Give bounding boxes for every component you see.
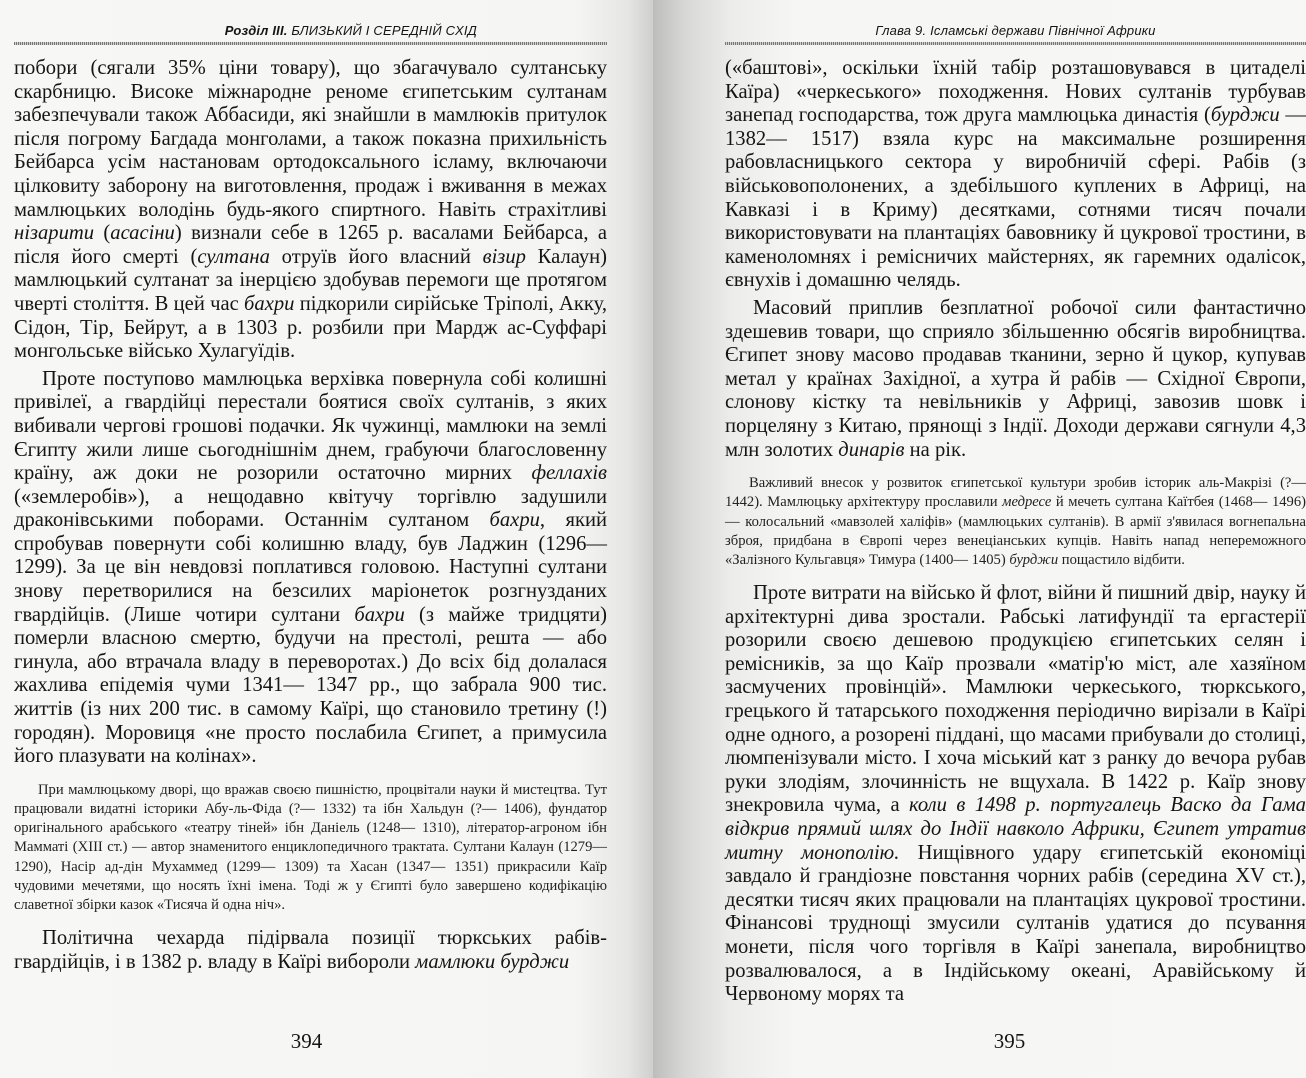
header-rule: [14, 42, 607, 45]
text-run: побори (сягали 35% ціни товару), що збагачувало султанську скарбницю. Високе міжнародне реноме єгипетським султанам забезпечували також Аббасиди, які знайшли в мамлюків притулок після погрому Багдада монголами, а також показна прихильність Бейбарса усім настановам ортодоксального ісламу, включаючи цілковиту заборону на виготовлення, продаж і вживання в межах мамлюцьких володінь будь-якого спиртного. Навіть страхітливі: [14, 57, 607, 221]
left-body-text: [14, 57, 607, 769]
text-run: Масовий приплив безплатної робочої сили фантастично здешевив товари, що сприяло збільшенню обсягів виробництва. Єгипет знову масово продавав тканини, зерно й цукор, купував метал у країнах Західної, а хутра й рабів — Східної Європи, слонову кістку та невільників у Африці, завозив шовк і порцеляну з Китаю, прянощі з Індії. Доходи держави сягнули 4,3 млн золотих: [725, 296, 1306, 461]
italic-term: бурджи: [1009, 551, 1059, 568]
italic-term: мамлюки бурджи: [415, 950, 570, 973]
text-run: («баштові», оскільки їхній табір розташовувався в цитаделі Каїра) «черкеського» походження. Нових султанів турбував занепад господарства, тож друга мамлюцька династія (: [725, 57, 1306, 127]
text-run: на рік.: [904, 438, 967, 461]
right-page: [653, 0, 1306, 1078]
paragraph: [14, 781, 607, 915]
text-run: Проте поступово мамлюцька верхівка повернула собі колишні привілеї, а гвардійці перестали боятися своїх султанів, з яких вибивали чергові грошові подачки. Як чужинці, мамлюки на землі Єгипту жили лише сьогоднішнім днем, грабуючи благословенну країну, аж доки не розорили остаточно мирних: [14, 367, 607, 485]
text-run: Проте витрати на військо й флот, війни й пишний двір, науку й архітектурні дива зростали. Рабські латифундії та ергастерії розорили своєю дешевою продукцією єгипетських селян і ремісників, за що Каїр прозвали «матір'ю міст, але хазяїном засмучених провінцій». Мамлюки черкеського, тюркського, грецького й татарського походження періодично вирізали в Каїрі одне одного, а розорені піддані, що масами прибували до столиці, люмпенізували місто. І хоча міський кат з ранку до вечора рубав руки злодіям, злочинність не вщухала. В 1422 р. Каїр знову знекровила чума, а: [725, 582, 1306, 817]
italic-term: нізарити: [14, 222, 95, 245]
paragraph: [14, 368, 607, 769]
page-number: 394: [290, 1029, 323, 1053]
paragraph: [725, 57, 1306, 293]
italic-term: динарів: [838, 438, 905, 461]
italic-term: бурджи: [1210, 104, 1280, 127]
text-run: Нищівного удару єгипетській економіці завдало й грандіозне повстання чорних рабів (середина XV ст.), десятки тисяч яких працювали на плантаціях цукрової тростини. Фінансові труднощі змусили султанів удатися до псування монети, після чого торгівля в Каїрі занепала, виробництво розвалювалося, а в Індійському океані, Аравійському й Червоному морях та: [725, 841, 1306, 1006]
text-run: підкорили сирійське Тріполі, Акку, Сідон, Тір, Бейрут, а в 1303 р. розбили при Мардж ас-Суффарі монгольське військо Хулагуїдів.: [14, 292, 607, 363]
text-run: Політична чехарда підірвала позиції тюркських рабів-гвардійців, і в 1382 р. владу в Каїрі вибороли: [14, 927, 607, 973]
text-run: Калаун) мамлюцький султанат за інерцією здобував перемоги ще протягом чверті століття. В цей час: [14, 245, 608, 315]
text-run: , який спробував повернути собі колишню владу, був Ладжин (1296— 1299). За це він невдовзі поплатився головою. Наступні султани знову перетворилися на безсилих маріонеток розгнузданих гвардійців. (Лише чотири султани: [14, 509, 607, 626]
left-running-head: [14, 22, 607, 40]
right-body-text: [725, 57, 1306, 462]
right-closing-paragraph: [725, 582, 1306, 1007]
italic-term: бахри: [244, 292, 295, 315]
italic-term: бахри: [489, 509, 540, 532]
left-note-block: [14, 781, 607, 915]
text-run: («землеробів»), а нещодавно квітучу торгівлю задушили драконівськими поборами. Останнім султаном: [14, 485, 607, 532]
text-run: пощастило відбити.: [1058, 551, 1185, 568]
running-head-section: Розділ ІІІ.: [224, 23, 288, 38]
italic-term: султана: [197, 245, 270, 268]
text-run: ) визнали себе в 1265 р. васалами Бейбарса, а після його смерті (: [14, 222, 607, 268]
text-run: — 1382— 1517) взяла курс на максимальне розширення рабовласницького сектора у виробничій сфері. Рабів (з військовополонених, а здебільшого куплених в Африці, на Кавказі і в Криму) десятками, сотнями тисяч почали використовувати на плантаціях бавовнику й цукрової тростини, в каменоломнях і ремісничих майстернях, як гаремних одалісок, євнухів і домашню челядь.: [725, 104, 1306, 292]
text-run: (з майже тридцяти) померли власною смертю, будучи на престолі, решта — або гинула, або втрачала владу в переворотах.) До всіх бід долалася жахлива епідемія чуми 1341— 1347 рр., що забрала 900 тис. життів (із них 200 тис. в самому Каїрі, що становило третину (!) городян). Моровиця «не просто послабила Єгипет, а примусила його плазувати на колінах».: [14, 603, 607, 768]
paragraph: [725, 474, 1306, 570]
italic-term: візир: [482, 245, 526, 268]
italic-term: бахри: [354, 603, 405, 626]
left-closing-paragraph: [14, 927, 607, 974]
italic-term: асасіни: [110, 222, 175, 245]
italic-term: феллахів: [531, 462, 607, 485]
paragraph: [725, 582, 1306, 1007]
right-running-head: Глава 9. Ісламські держави Північної Африки: [875, 23, 1156, 38]
header-rule: [725, 42, 1306, 45]
running-head-title: БЛИЗЬКИЙ І СЕРЕДНІЙ СХІД: [287, 23, 477, 38]
paragraph: [14, 927, 607, 974]
text-run: При мамлюцькому дворі, що вражав своєю пишністю, процвітали науки й мистецтва. Тут працювали видатні історики Абу-ль-Фіда (?— 1332) та ібн Хальдун (?— 1406), фундатор оригінального арабського «театру тіней» ібн Даніель (1248— 1310), літератор-агроном ібн Мамматі (XIII ст.) — автор знаменитого енциклопедичного трактата. Султани Калаун (1279— 1290), Насір ад-дін Мухаммед (1299— 1309) та Хасан (1347— 1351) прикрасили Каїр чудовими мечетями, що носять їхні імена. Тоді ж у Єгипті було завершено кодифікацію славетної збірки казок «Тисяча й одна ніч».: [14, 781, 607, 914]
italic-term: медресе: [1002, 494, 1052, 511]
text-run: й мечеть султана Каїтбея (1468— 1496) — колосальний «мавзолей халіфів» (мамлюцьких султанів). В армії з'явилася вогнепальна зброя, придбана в Європі через венеціанських купців. Навіть напад непереможного «Залізного Кульгавця» Тимура (1400— 1405): [725, 494, 1306, 568]
italic-term: коли в 1498 р. португалець Васко да Гама відкрив прямий шлях до Індії навколо Африки, Єгипет утратив митну монополію.: [725, 794, 1306, 864]
page-number: 395: [993, 1029, 1026, 1053]
text-run: отруїв його власний: [269, 245, 483, 268]
text-run: (: [94, 222, 111, 245]
paragraph: [14, 57, 607, 364]
right-note-block: [725, 474, 1306, 570]
text-run: Важливий внесок у розвиток єгипетської культури зробив історик аль-Макрізі (?— 1442). Мамлюцьку архітектуру прославили: [725, 475, 1306, 511]
paragraph: [725, 297, 1306, 462]
